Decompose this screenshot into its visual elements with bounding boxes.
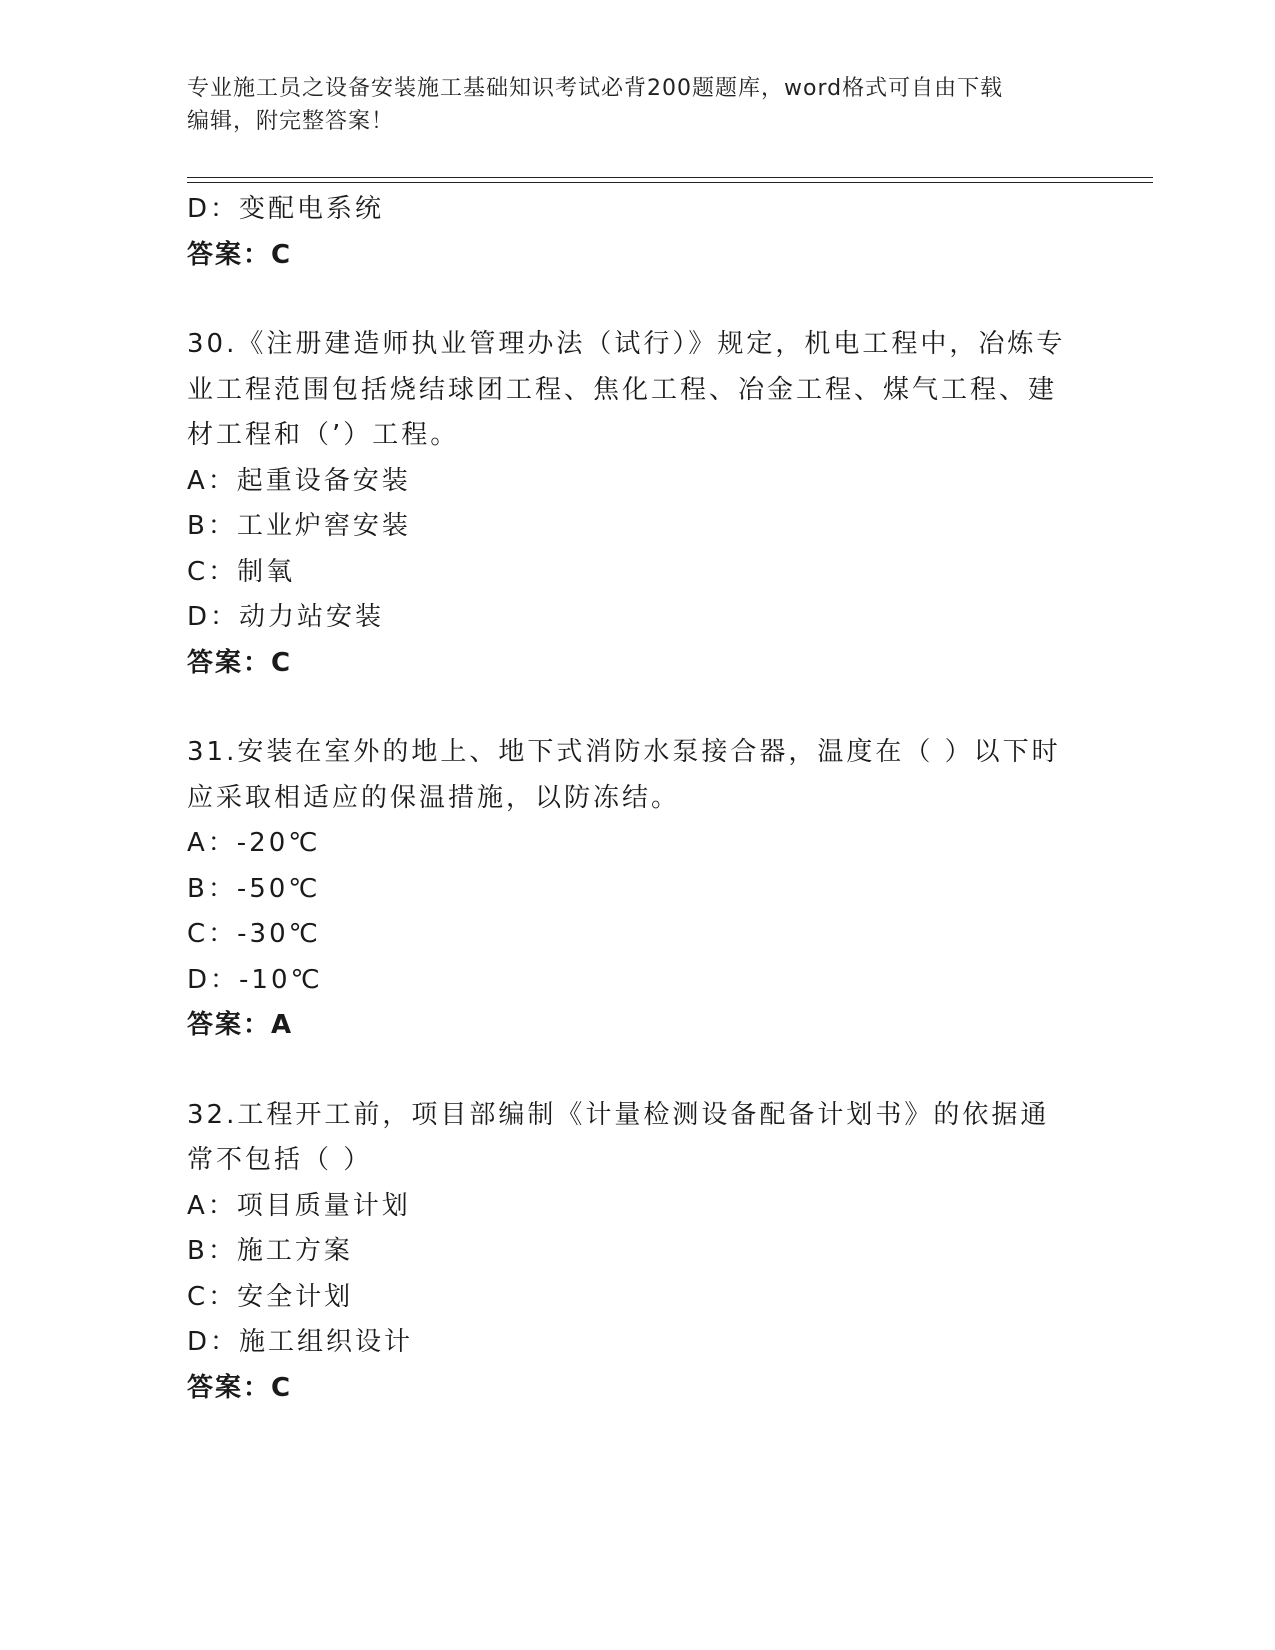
question-31 (187, 730, 1087, 1049)
option-b: B：工业炉窖安装 (187, 511, 411, 541)
question-gap (187, 278, 1087, 322)
question-stem: 30.《注册建造师执业管理办法（试行）》规定，机电工程中，冶炼专业工程范围包括烧结球团工程、焦化工程、冶金工程、煤气工程、建材工程和（’）工程。 (187, 329, 1066, 450)
option-a: A：项目质量计划 (187, 1190, 411, 1221)
question-gap (187, 686, 1087, 730)
option-b: B：施工方案 (187, 1236, 353, 1266)
header-rule-top (187, 177, 1153, 178)
answer-line: 答案：C (187, 1372, 293, 1403)
question-stem: 31.安装在室外的地上、地下式消防水泵接合器，温度在（ ）以下时应采取相适应的保温措施，以防冻结。 (187, 737, 1061, 813)
answer-line: 答案：C (187, 647, 293, 678)
header-title-line-2: 编辑，附完整答案！ (187, 109, 395, 134)
document-header (187, 72, 1087, 138)
header-title-line-1: 专业施工员之设备安装施工基础知识考试必背200题题库，word格式可自由下载 (187, 76, 1004, 101)
option-d: D：动力站安装 (187, 602, 385, 632)
option-b: B：-50℃ (187, 873, 321, 904)
question-content (187, 187, 1087, 1411)
option-c: C：-30℃ (187, 919, 321, 949)
option-d: D：施工组织设计 (187, 1327, 414, 1357)
option-d: D：变配电系统 (187, 194, 385, 224)
header-rule-bottom (187, 182, 1153, 183)
question-stem: 32.工程开工前，项目部编制《计量检测设备配备计划书》的依据通常不包括（ ） (187, 1099, 1050, 1175)
option-c: C：制氧 (187, 556, 296, 587)
answer-line: 答案：A (187, 1010, 294, 1040)
question-30 (187, 322, 1087, 686)
option-d: D：-10℃ (187, 964, 323, 995)
question-32 (187, 1093, 1087, 1412)
option-a: A：-20℃ (187, 828, 321, 858)
option-c: C：安全计划 (187, 1281, 354, 1312)
question-gap (187, 1049, 1087, 1093)
question-29-tail (187, 187, 1087, 278)
option-a: A：起重设备安装 (187, 465, 411, 496)
answer-line: 答案：C (187, 239, 293, 270)
